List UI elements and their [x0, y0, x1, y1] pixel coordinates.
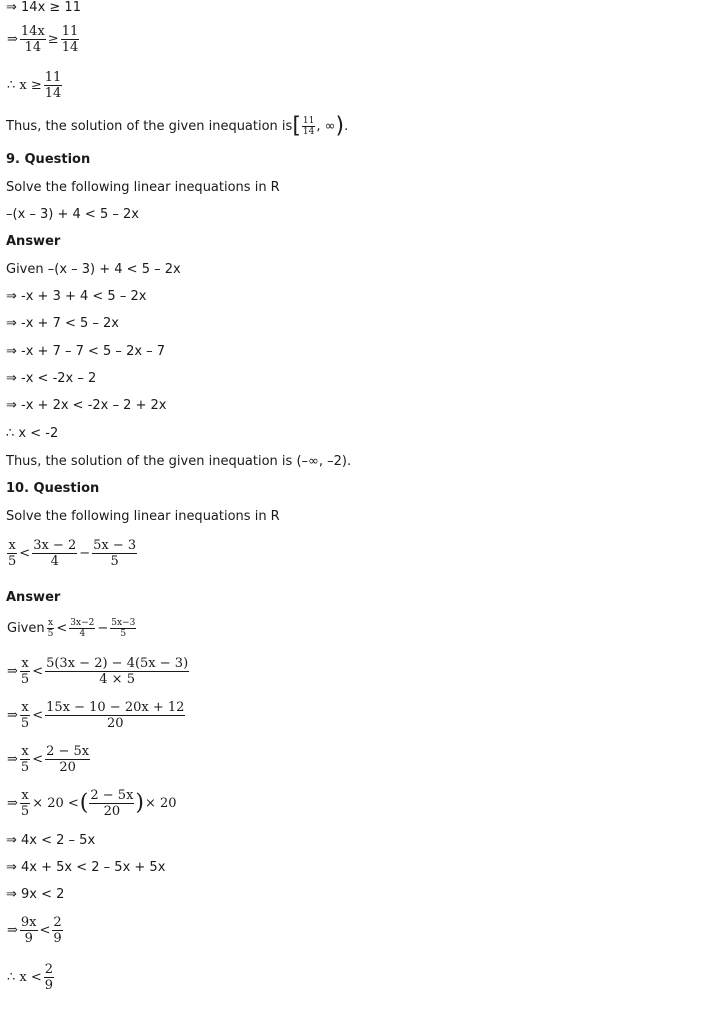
- fraction: $\frac{2 - 5x}{20}$: [46, 744, 90, 775]
- q9-conclusion: Thus, the solution of the given inequation is (–∞, –2).: [6, 454, 352, 469]
- fraction: $\frac{x}{5}$: [20, 744, 30, 775]
- q10-step-5: ⇒ 4x < 2 – 5x: [6, 833, 96, 848]
- q9-step: ⇒ -x + 3 + 4 < 5 – 2x: [6, 289, 147, 304]
- fraction: $\frac{3x - 2}{4}$: [33, 538, 77, 569]
- q9-step: ⇒ -x + 7 – 7 < 5 – 2x – 7: [6, 344, 166, 359]
- fraction: $\frac{x}{5}$: [47, 618, 54, 639]
- top-conclusion: Thus, the solution of the given inequation is[ $\frac{11}{14}$ , ∞).: [6, 113, 349, 139]
- question-10-heading: 10. Question: [6, 481, 100, 496]
- fraction: $\frac{5(3x - 2) - 4(5x - 3)}{4 \times 5}$: [46, 656, 189, 687]
- q10-step-8: ⇒ $\frac{9x}{9}$ < $\frac{2}{9}$: [7, 915, 62, 946]
- q10-step-3: ⇒ $\frac{x}{5}$ < $\frac{2 - 5x}{20}$: [7, 744, 90, 775]
- fraction: $\frac{2}{9}$: [53, 915, 62, 946]
- q10-step-7: ⇒ 9x < 2: [6, 887, 65, 902]
- q10-step-1: ⇒ $\frac{x}{5}$ < $\frac{5(3x - 2) - 4(5x - 3)}{4 \times 5}$: [7, 656, 189, 687]
- step-14x: ⇒ 14x ≥ 11: [6, 0, 81, 15]
- fraction: $\frac{14x}{14}$: [20, 24, 45, 55]
- fraction: $\frac{x}{5}$: [20, 656, 30, 687]
- fraction: $\frac{3x-2}{4}$: [70, 618, 95, 639]
- fraction: $\frac{15x - 10 - 20x + 12}{20}$: [46, 700, 185, 731]
- question-10-prompt: Solve the following linear inequations in R: [6, 509, 280, 524]
- question-10-expression: $\frac{x}{5}$ < $\frac{3x - 2}{4}$ − $\frac{5x - 3}{5}$: [8, 538, 137, 569]
- fraction: $\frac{x}{5}$: [8, 538, 17, 569]
- question-9-prompt: Solve the following linear inequations in R: [6, 180, 280, 195]
- step-divide-14: ⇒ $\frac{14x}{14}$ ≥ $\frac{11}{14}$: [7, 24, 79, 55]
- answer-9-label: Answer: [6, 234, 61, 249]
- fraction: $\frac{5x - 3}{5}$: [93, 538, 137, 569]
- q9-step: ⇒ -x + 2x < -2x – 2 + 2x: [6, 398, 167, 413]
- step-x-ge: ∴ x ≥ $\frac{11}{14}$: [7, 70, 62, 101]
- fraction: $\frac{5x-3}{5}$: [111, 618, 136, 639]
- q10-final: ∴ x < $\frac{2}{9}$: [7, 962, 54, 993]
- q9-step: ∴ x < -2: [6, 426, 59, 441]
- q10-step-6: ⇒ 4x + 5x < 2 – 5x + 5x: [6, 860, 166, 875]
- q9-step: Given –(x – 3) + 4 < 5 – 2x: [6, 262, 181, 277]
- fraction: $\frac{2}{9}$: [44, 962, 54, 993]
- q9-step: ⇒ -x + 7 < 5 – 2x: [6, 316, 119, 331]
- fraction: $\frac{11}{14}$: [44, 70, 62, 101]
- q10-step-4: ⇒ $\frac{x}{5}$ × 20 <( $\frac{2 - 5x}{20}$ )× 20: [7, 788, 177, 819]
- q9-step: ⇒ -x < -2x – 2: [6, 371, 97, 386]
- fraction: $\frac{2 - 5x}{20}$: [90, 788, 134, 819]
- fraction: $\frac{x}{5}$: [20, 788, 30, 819]
- answer-10-label: Answer: [6, 590, 61, 605]
- fraction: $\frac{x}{5}$: [20, 700, 30, 731]
- fraction: $\frac{11}{14}$: [302, 116, 315, 137]
- fraction: $\frac{11}{14}$: [61, 24, 79, 55]
- fraction: $\frac{9x}{9}$: [20, 915, 37, 946]
- question-9-heading: 9. Question: [6, 152, 91, 167]
- q10-step-2: ⇒ $\frac{x}{5}$ < $\frac{15x - 10 - 20x + 12}{20}$: [7, 700, 185, 731]
- q10-given: Given $\frac{x}{5}$ < $\frac{3x-2}{4}$ − $\frac{5x-3}{5}$: [7, 618, 136, 639]
- question-9-expression: –(x – 3) + 4 < 5 – 2x: [6, 207, 139, 222]
